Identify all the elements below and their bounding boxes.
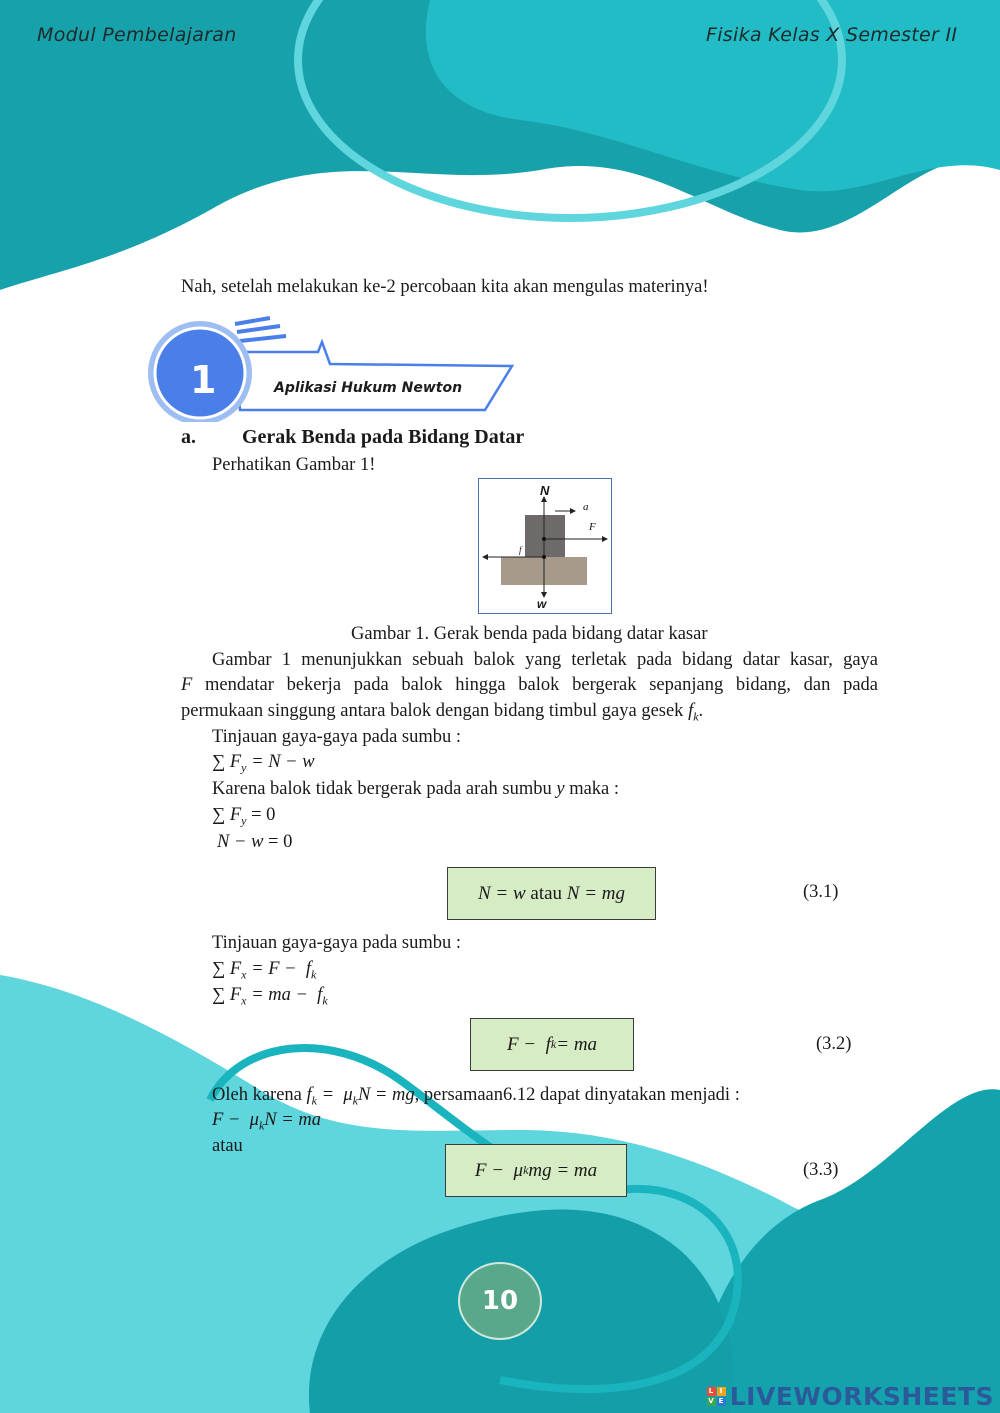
atau-text: atau bbox=[212, 1136, 243, 1156]
since-line: Oleh karena $f_k = \mu_kN$ = mg, persamaan6.12 dapat dinyatakan menjadi : bbox=[212, 1085, 740, 1108]
y-eq-1: ∑ $F_y = N - w$ bbox=[212, 752, 315, 775]
figure-1 bbox=[478, 478, 612, 614]
figure-intro: Perhatikan Gambar 1! bbox=[212, 455, 376, 475]
y-eq-3: N − w = 0 bbox=[217, 832, 293, 852]
header-module-title: Modul Pembelajaran bbox=[37, 24, 237, 46]
paragraph-line-3: permukaan singgung antara balok dengan bidang timbul gaya gesek $f_k$. bbox=[181, 701, 704, 724]
equation-3-3-box: F − μ k mg = ma bbox=[445, 1144, 627, 1197]
force-diagram bbox=[479, 479, 611, 613]
y-reason: Karena balok tidak bergerak pada arah sumbu y maka : bbox=[212, 779, 620, 799]
header-subject: Fisika Kelas X Semester II bbox=[706, 24, 958, 46]
equation-3-3-number: (3.3) bbox=[803, 1160, 839, 1180]
y-analysis-heading: Tinjauan gaya-gaya pada sumbu : bbox=[212, 727, 462, 747]
subsection-title: Gerak Benda pada Bidang Datar bbox=[242, 426, 525, 448]
equation-3-1-box: N = w atau N = mg bbox=[447, 867, 656, 920]
intro-text: Nah, setelah melakukan ke-2 percobaan kita akan mengulas materinya! bbox=[181, 277, 709, 297]
liveworksheets-logo-icon: L I V E bbox=[708, 1387, 724, 1405]
label-F: F bbox=[589, 521, 596, 533]
var-F: F bbox=[181, 675, 193, 695]
equation-3-1-number: (3.1) bbox=[803, 882, 839, 902]
page-number: 10 bbox=[458, 1262, 542, 1340]
section-title: Aplikasi Hukum Newton bbox=[274, 380, 463, 396]
label-w: w bbox=[537, 597, 547, 611]
x-analysis-heading: Tinjauan gaya-gaya pada sumbu : bbox=[212, 933, 462, 953]
liveworksheets-watermark[interactable] bbox=[707, 1382, 994, 1411]
since-eq: $F - \mu_kN$ = ma bbox=[212, 1110, 321, 1133]
label-N: N bbox=[540, 483, 550, 498]
label-a: a bbox=[583, 501, 589, 513]
block bbox=[525, 515, 565, 557]
x-eq-2: ∑ $F_x$ = ma − $f_k$ bbox=[212, 985, 328, 1008]
x-eq-1: ∑ $F_x = F - f_k$ bbox=[212, 959, 317, 982]
subsection-marker: a. bbox=[181, 426, 196, 448]
paragraph-line-2: F mendatar bekerja pada balok hingga balok bergerak sepanjang bidang, dan pada bbox=[181, 675, 878, 695]
equation-3-2-box: F − f k = ma bbox=[470, 1018, 634, 1071]
paragraph-line-1: Gambar 1 menunjukkan sebuah balok yang terletak pada bidang datar kasar, gaya bbox=[212, 650, 878, 670]
figure-caption: Gambar 1. Gerak benda pada bidang datar kasar bbox=[351, 624, 708, 644]
y-eq-2: ∑ $F_y = 0$ bbox=[212, 805, 276, 828]
equation-3-2-number: (3.2) bbox=[816, 1034, 852, 1054]
section-number: 1 bbox=[190, 358, 217, 402]
label-f: f bbox=[519, 545, 522, 555]
liveworksheets-text: LIVEWORKSHEETS bbox=[729, 1382, 994, 1411]
